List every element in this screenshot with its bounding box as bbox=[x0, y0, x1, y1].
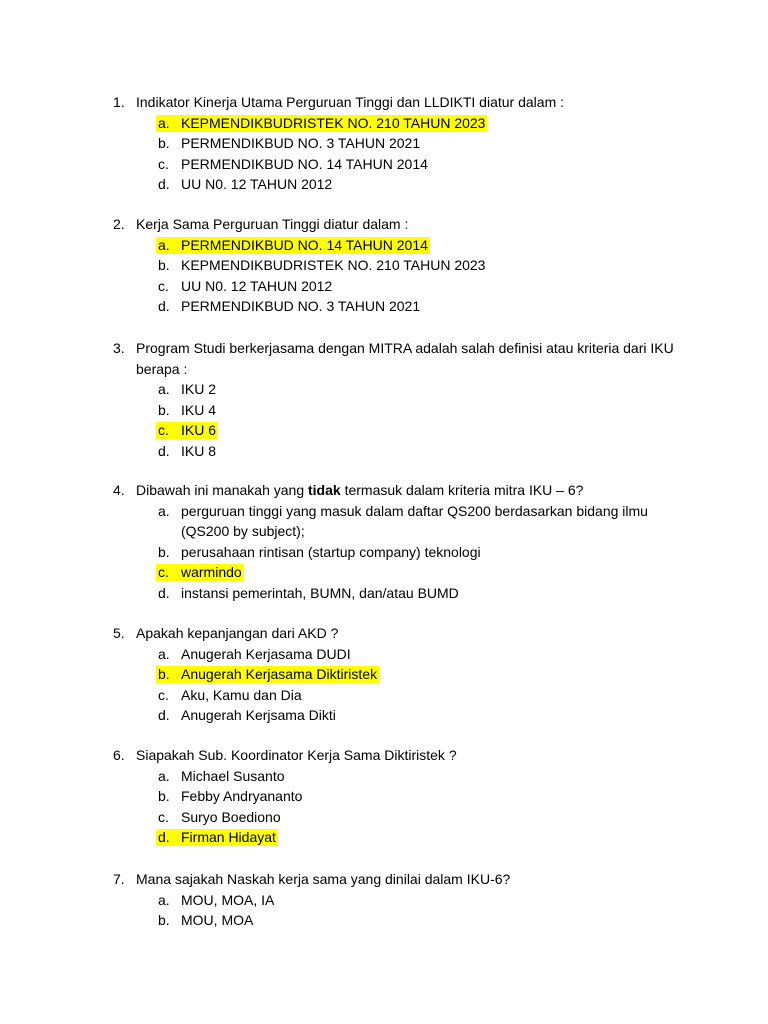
answer-option-1-a bbox=[0, 113, 768, 134]
answer-option-5-d bbox=[0, 705, 768, 726]
answer-option-7-a bbox=[0, 890, 768, 911]
answer-option-5-a bbox=[0, 644, 768, 665]
question-text: berapa : bbox=[136, 360, 188, 377]
option-label: b. bbox=[158, 257, 170, 273]
answer-option-2-a bbox=[0, 235, 768, 256]
question-7 bbox=[0, 869, 768, 931]
question-number: 3. bbox=[113, 340, 125, 356]
question-text bbox=[136, 480, 583, 501]
option-label: a. bbox=[158, 114, 170, 131]
answer-option-6-c bbox=[0, 807, 768, 828]
option-text: IKU 2 bbox=[181, 381, 217, 397]
option-text: PERMENDIKBUD NO. 3 TAHUN 2021 bbox=[181, 135, 421, 151]
option-text: Anugerah Kerjasama Diktiristek bbox=[181, 666, 378, 682]
option-text: perguruan tinggi yang masuk dalam daftar QS200 berdasarkan bidang ilmu bbox=[181, 502, 648, 519]
answer-option-4-c bbox=[0, 562, 768, 583]
option-label: a. bbox=[158, 767, 170, 784]
option-text: Aku, Kamu dan Dia bbox=[181, 686, 302, 703]
option-label: d. bbox=[158, 442, 170, 459]
question-line bbox=[0, 338, 768, 359]
option-label: d. bbox=[158, 707, 170, 723]
question-number: 5. bbox=[113, 625, 125, 641]
option-text: IKU 8 bbox=[181, 442, 217, 459]
question-line bbox=[0, 745, 768, 766]
answer-option-5-c bbox=[0, 685, 768, 706]
option-text: IKU 6 bbox=[181, 422, 217, 438]
question-text: Mana sajakah Naskah kerja sama yang dinilai dalam IKU-6? bbox=[136, 871, 511, 887]
answer-option-6-b bbox=[0, 786, 768, 807]
answer-option-6-a bbox=[0, 766, 768, 787]
answer-option-3-c bbox=[0, 420, 768, 441]
answer-option-4-a bbox=[0, 501, 768, 522]
option-text: warmindo bbox=[181, 564, 242, 580]
option-label: c. bbox=[158, 155, 169, 172]
question-6 bbox=[0, 745, 768, 848]
question-text: Indikator Kinerja Utama Perguruan Tinggi dan LLDIKTI diatur dalam : bbox=[136, 94, 565, 110]
question-number: 7. bbox=[113, 871, 125, 887]
answer-option-6-d bbox=[0, 827, 768, 848]
option-text: MOU, MOA, IA bbox=[181, 891, 275, 908]
option-text: UU N0. 12 TAHUN 2012 bbox=[181, 176, 333, 192]
question-number: 1. bbox=[113, 94, 125, 110]
question-number: 6. bbox=[113, 747, 125, 763]
question-line bbox=[0, 623, 768, 644]
emphasis-text: tidak bbox=[308, 482, 341, 498]
answer-option-5-b bbox=[0, 664, 768, 685]
answer-option-1-c bbox=[0, 154, 768, 175]
option-text: IKU 4 bbox=[181, 401, 217, 418]
question-2 bbox=[0, 214, 768, 317]
question-text: Kerja Sama Perguruan Tinggi diatur dalam : bbox=[136, 216, 409, 232]
question-line bbox=[0, 869, 768, 890]
answer-option-3-a bbox=[0, 379, 768, 400]
option-label: c. bbox=[158, 564, 169, 580]
option-text: Febby Andryananto bbox=[181, 788, 303, 804]
option-label: b. bbox=[158, 666, 170, 682]
option-label: d. bbox=[158, 829, 170, 845]
option-text: Anugerah Kerjasama DUDI bbox=[181, 645, 351, 662]
question-number: 2. bbox=[113, 216, 125, 232]
option-text: perusahaan rintisan (startup company) teknologi bbox=[181, 543, 481, 560]
option-text: UU N0. 12 TAHUN 2012 bbox=[181, 277, 333, 294]
option-label: d. bbox=[158, 584, 170, 601]
option-label: b. bbox=[158, 912, 170, 928]
option-text: Suryo Boediono bbox=[181, 808, 281, 825]
option-text: KEPMENDIKBUDRISTEK NO. 210 TAHUN 2023 bbox=[181, 257, 486, 273]
option-text: Firman Hidayat bbox=[181, 829, 276, 845]
option-label: b. bbox=[158, 135, 170, 151]
option-label: b. bbox=[158, 401, 170, 418]
option-label: d. bbox=[158, 176, 170, 192]
option-text: MOU, MOA bbox=[181, 912, 254, 928]
option-label: c. bbox=[158, 277, 169, 294]
option-label: c. bbox=[158, 686, 169, 703]
question-4 bbox=[0, 480, 768, 603]
answer-option-7-b bbox=[0, 910, 768, 931]
option-label: a. bbox=[158, 502, 170, 519]
answer-option-2-c bbox=[0, 276, 768, 297]
option-text: Anugerah Kerjsama Dikti bbox=[181, 707, 336, 723]
option-label: a. bbox=[158, 236, 170, 253]
answer-option-1-b bbox=[0, 133, 768, 154]
option-text: PERMENDIKBUD NO. 14 TAHUN 2014 bbox=[181, 155, 428, 172]
question-1 bbox=[0, 92, 768, 195]
option-label: d. bbox=[158, 298, 170, 314]
option-label: a. bbox=[158, 381, 170, 397]
option-text: KEPMENDIKBUDRISTEK NO. 210 TAHUN 2023 bbox=[181, 114, 486, 131]
question-line bbox=[0, 359, 768, 380]
answer-option-3-b bbox=[0, 400, 768, 421]
option-label: c. bbox=[158, 422, 169, 438]
question-number: 4. bbox=[113, 482, 125, 498]
question-text-part: Dibawah ini manakah yang bbox=[136, 482, 308, 498]
answer-option-4-b bbox=[0, 542, 768, 563]
question-5 bbox=[0, 623, 768, 726]
option-text: PERMENDIKBUD NO. 14 TAHUN 2014 bbox=[181, 236, 428, 253]
answer-option-4-a bbox=[0, 521, 768, 542]
option-text: PERMENDIKBUD NO. 3 TAHUN 2021 bbox=[181, 298, 421, 314]
question-line bbox=[0, 214, 768, 235]
option-text: Michael Susanto bbox=[181, 767, 285, 784]
answer-option-4-d bbox=[0, 583, 768, 604]
question-text: Apakah kepanjangan dari AKD ? bbox=[136, 625, 339, 641]
option-label: a. bbox=[158, 645, 170, 662]
option-text: instansi pemerintah, BUMN, dan/atau BUMD bbox=[181, 584, 459, 601]
answer-option-1-d bbox=[0, 174, 768, 195]
option-label: b. bbox=[158, 543, 170, 560]
answer-option-3-d bbox=[0, 441, 768, 462]
option-text: (QS200 by subject); bbox=[181, 523, 305, 539]
answer-option-2-d bbox=[0, 296, 768, 317]
option-label: a. bbox=[158, 891, 170, 908]
question-text: Siapakah Sub. Koordinator Kerja Sama Diktiristek ? bbox=[136, 747, 457, 763]
question-line bbox=[0, 480, 768, 501]
option-label: c. bbox=[158, 808, 169, 825]
question-3 bbox=[0, 338, 768, 461]
option-label: b. bbox=[158, 788, 170, 804]
question-line bbox=[0, 92, 768, 113]
answer-option-2-b bbox=[0, 255, 768, 276]
question-text-part: termasuk dalam kriteria mitra IKU – 6? bbox=[340, 482, 584, 498]
question-text: Program Studi berkerjasama dengan MITRA adalah salah definisi atau kriteria dari IKU bbox=[136, 340, 674, 356]
